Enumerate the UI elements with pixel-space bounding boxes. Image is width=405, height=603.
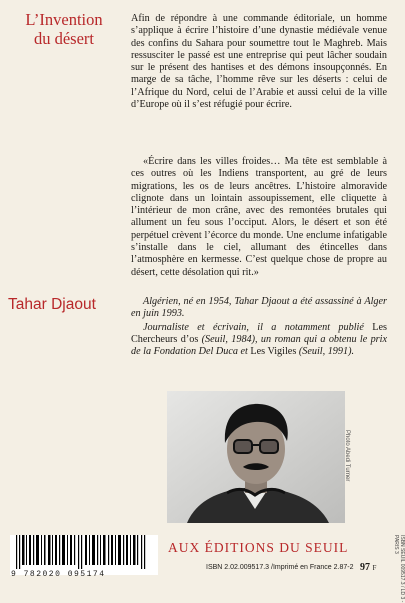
price (360, 562, 376, 573)
barcode (10, 535, 158, 575)
price-value: 97 (360, 562, 370, 573)
photo-credit: Photo Abedi Turner (344, 430, 350, 482)
book-title-chercheurs: Les Chercheurs d’os (131, 321, 387, 345)
bio-text-2c: (Seuil, 1991). (296, 346, 355, 358)
side-code: ISBN SEUIL 009517.3 / LD 3 - PARIS 3 (393, 535, 405, 603)
book-title (8, 10, 120, 48)
book-title-vigiles: Les Vigiles (250, 346, 297, 358)
portrait-image (167, 391, 345, 523)
title-line-2: du désert (33, 29, 95, 48)
bio-text-2b: (Seuil, 1984), un roman qui a obtenu le prix de la Fondation Del Duca et (131, 333, 387, 358)
author-photo (167, 391, 345, 523)
price-unit: F (372, 564, 377, 572)
summary-paragraph-2: «Écrire dans les villes froides… Ma tête est semblable à ces outres où les Indiens transportent, au gré de leurs migrations, les os de leurs ancêtres. L’histoire almoravide clignote dans un lointain assoupissement, elle cliquette à l’intérieur de mon crâne, avec des remontées brutales qui allument un feu sous l’occiput. Alors, le désert et son été perpétuel crèvent l’écorce du monde. Une enclume infatigable s’installe dans le ciel, allumant des étincelles dans l’atmosphère en kermesse. C’est quelque chose de propre au désert, cette désolation qui rit.» (131, 156, 387, 278)
quote-block (131, 156, 387, 279)
bio-text-1: Algérien, né en 1954, Tahar Djaout a été assassiné à Alger en juin 1993. (131, 296, 387, 320)
summary-block (131, 13, 387, 111)
title-line-1: L’Invention (25, 10, 103, 29)
summary-paragraph-1: Afin de répondre à une commande éditoriale, un homme s’applique à écrire l’histoire d’une dynastie médiévale venue des confins du Sahara pour soumettre tout le Maghreb. Mais ressusciter le passé est une entreprise qui peut lâcher soudain sur le présent des hantises et des démons insoupçonnés. En marge de sa tâche, l’homme rêve sur les déserts : celui de l’Afrique du Nord, celui de l’Arabie et aussi celui de la ville d’Europe où il s’est réfugié pour écrire. (131, 13, 387, 111)
author-name: Tahar Djaout (8, 296, 96, 313)
bio-paragraph-1 (131, 296, 387, 321)
bio-paragraph-2 (131, 322, 387, 359)
publisher-name: AUX ÉDITIONS DU SEUIL (168, 540, 349, 555)
bio-text-2a: Journaliste et écrivain, il a notamment publié (143, 321, 373, 333)
isbn-line: ISBN 2.02.009517.3 /Imprimé en France 2.87-2 (206, 564, 354, 571)
barcode-number: 9 782020 095174 (11, 570, 106, 579)
author-bio (131, 296, 387, 358)
barcode-bars (10, 535, 158, 569)
